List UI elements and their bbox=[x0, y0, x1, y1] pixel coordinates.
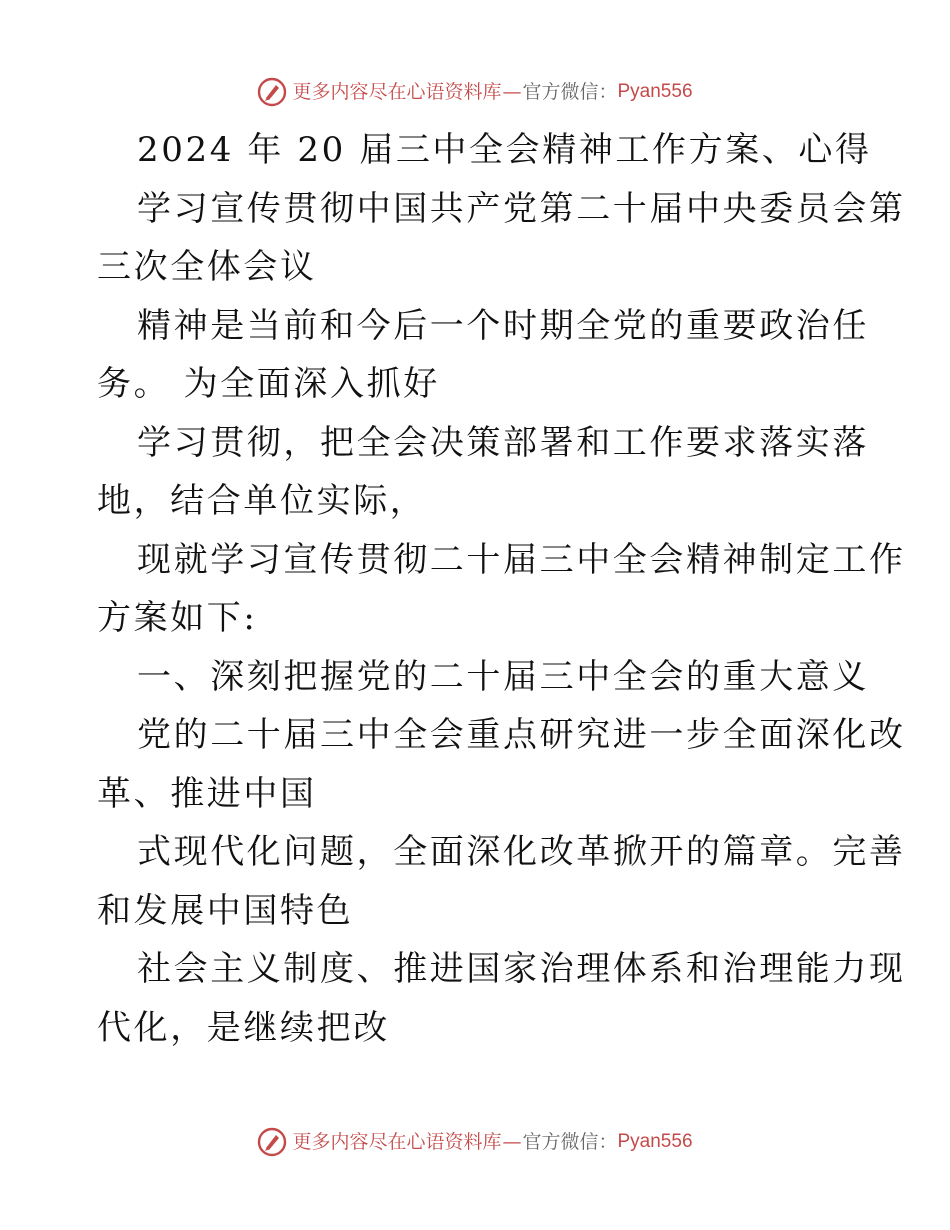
watermark-wechat-label: 官方微信： bbox=[522, 1131, 618, 1153]
paragraph-line: 社会主义制度、推进国家治理体系和治理能力现 bbox=[137, 949, 906, 989]
paragraph-line: 现就学习宣传贯彻二十届三中全会精神制定工作 bbox=[137, 539, 906, 580]
paragraph-line: 三次全体会议 bbox=[97, 247, 317, 287]
document-title: 2024 年 20 届三中全会精神工作方案、心得 bbox=[137, 130, 872, 170]
pen-logo-icon bbox=[257, 1127, 287, 1157]
paragraph-line: 地，结合单位实际， bbox=[97, 481, 427, 521]
document-body bbox=[97, 121, 906, 1057]
paragraph-line: 精神是当前和今后一个时期全党的重要政治任 bbox=[137, 305, 869, 346]
paragraph-line: 务。 为全面深入抓好 bbox=[97, 364, 440, 404]
watermark-text: 更多内容尽在心语资料库 bbox=[292, 81, 502, 103]
paragraph-line: 代化，是继续把改 bbox=[97, 1007, 390, 1048]
paragraph-line: 学习贯彻，把全会决策部署和工作要求落实落 bbox=[137, 422, 869, 463]
header-watermark bbox=[0, 77, 950, 107]
paragraph-line: 党的二十届三中全会重点研究进一步全面深化改 bbox=[137, 715, 906, 755]
section-heading: 一、深刻把握党的二十届三中全会的重大意义 bbox=[137, 656, 869, 697]
paragraph-line: 式现代化问题，全面深化改革掀开的篇章。完善 bbox=[137, 832, 906, 872]
paragraph-line: 和发展中国特色 bbox=[97, 890, 354, 931]
pen-logo-icon bbox=[257, 77, 287, 107]
watermark-wechat-id: Pyan556 bbox=[617, 81, 693, 102]
watermark-dash: — bbox=[502, 1131, 522, 1153]
watermark-wechat-id: Pyan556 bbox=[617, 1131, 693, 1152]
watermark-dash: — bbox=[502, 81, 522, 103]
paragraph-line: 方案如下: bbox=[97, 598, 258, 638]
watermark-wechat-label: 官方微信： bbox=[522, 81, 618, 103]
paragraph-line: 学习宣传贯彻中国共产党第二十届中央委员会第 bbox=[137, 188, 906, 229]
paragraph-line: 革、推进中国 bbox=[97, 773, 317, 814]
footer-watermark bbox=[0, 1127, 950, 1157]
watermark-text: 更多内容尽在心语资料库 bbox=[292, 1131, 502, 1153]
